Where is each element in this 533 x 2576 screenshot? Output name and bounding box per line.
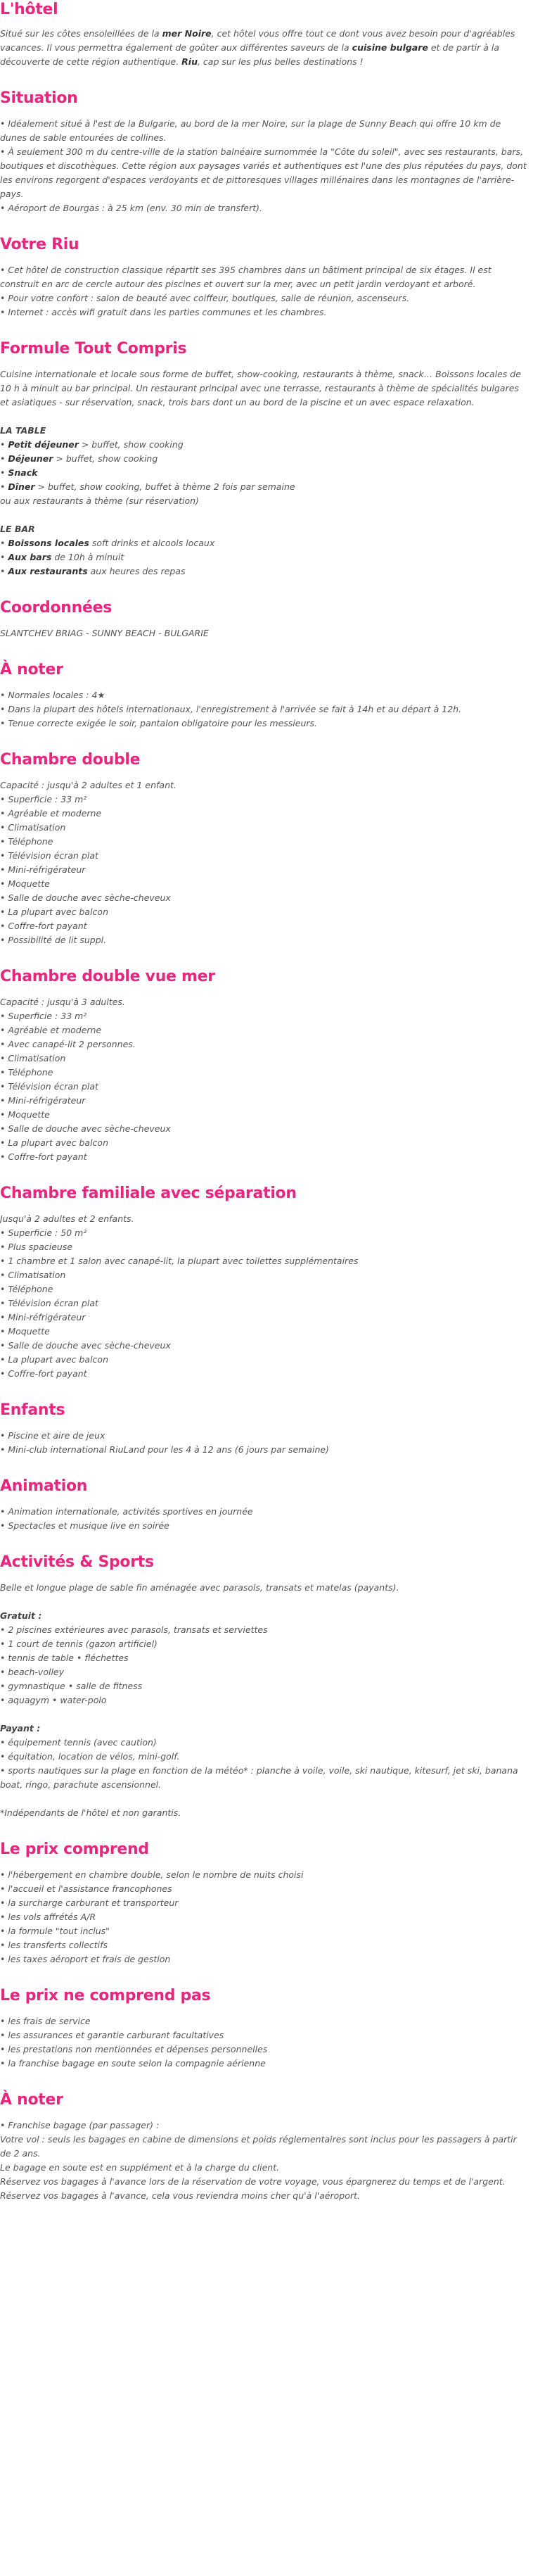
list-item: • La plupart avec balcon — [0, 907, 108, 917]
list-item: • Coffre-fort payant — [0, 1151, 87, 1162]
sports-note: *Indépendants de l'hôtel et non garantis. — [0, 1807, 181, 1818]
list-item: • Télévision écran plat — [0, 1081, 98, 1092]
list-item: • Plus spacieuse — [0, 1242, 73, 1252]
gratuit-label: Gratuit : — [0, 1610, 42, 1621]
list-item: • l'accueil et l'assistance francophones — [0, 1883, 172, 1894]
list-item: • Superficie : 50 m² — [0, 1227, 87, 1238]
hotel-description: Situé sur les côtes ensoleillées de la mer Noire, cet hôtel vous offre tout ce dont vous avez besoin pour d'agréables vacances. Il vous permettra également de goûter aux différentes saveurs de la cuisine bulgare et de partir à la découverte de cette région authentique. Riu, cap sur les plus belles destinations ! — [0, 28, 515, 67]
list-item: • équitation, location de vélos, mini-golf. — [0, 1751, 180, 1762]
list-item: Réservez vos bagages à l'avance lors de la réservation de votre voyage, vous épargnerez du temps et de l'argent. — [0, 2176, 506, 2187]
list-item: • Snack — [0, 467, 38, 478]
section-title-activites-sports: Activités & Sports — [0, 1553, 154, 1571]
list-item: • Climatisation — [0, 822, 66, 833]
section-title-prix-ne-comprend-pas: Le prix ne comprend pas — [0, 1987, 211, 2004]
section-enfants — [0, 1401, 529, 1457]
list-item: • Agréable et moderne — [0, 1025, 102, 1035]
section-prix-ne-comprend-pas — [0, 1986, 529, 2071]
section-title-noter-bagages: À noter — [0, 2091, 63, 2109]
list-item: • Coffre-fort payant — [0, 1368, 87, 1379]
list-item: • Petit déjeuner > buffet, show cooking — [0, 439, 184, 450]
list-item: Capacité : jusqu'à 2 adultes et 1 enfant. — [0, 780, 176, 790]
section-title-hotel: L'hôtel — [0, 1, 58, 18]
section-chambre-double-vue-mer — [0, 967, 529, 1164]
list-item: • Moquette — [0, 878, 50, 889]
list-item: • Superficie : 33 m² — [0, 794, 87, 804]
list-item: • Superficie : 33 m² — [0, 1011, 87, 1021]
list-item: • Tenue correcte exigée le soir, pantalon obligatoire pour les messieurs. — [0, 718, 318, 728]
list-item: • Moquette — [0, 1326, 50, 1337]
list-item: • Internet : accès wifi gratuit dans les parties communes et les chambres. — [0, 307, 327, 317]
list-item: • Agréable et moderne — [0, 808, 102, 819]
list-item: • Mini-club international RiuLand pour les 4 à 12 ans (6 jours par semaine) — [0, 1444, 329, 1455]
list-item: • Téléphone — [0, 1067, 53, 1078]
list-item: • les frais de service — [0, 2016, 91, 2026]
list-item: • Cet hôtel de construction classique répartit ses 395 chambres dans un bâtiment principal de six étages. Il est construit en arc de cercle autour des piscines et ouvert sur la mer, avec un petit jardin verdoyant et arboré. — [0, 265, 492, 289]
list-item: • Pour votre confort : salon de beauté avec coiffeur, boutiques, salle de réunion, ascenseurs. — [0, 293, 410, 303]
list-item: • Possibilité de lit suppl. — [0, 935, 107, 945]
payant-label: Payant : — [0, 1723, 41, 1734]
section-activites-sports — [0, 1553, 529, 1820]
list-item: Capacité : jusqu'à 3 adultes. — [0, 997, 125, 1007]
sports-intro: Belle et longue plage de sable fin aménagée avec parasols, transats et matelas (payants). — [0, 1582, 399, 1593]
section-title-chambre-double: Chambre double — [0, 751, 141, 769]
list-item: • l'hébergement en chambre double, selon le nombre de nuits choisi — [0, 1869, 304, 1880]
list-item: • la formule "tout inclus" — [0, 1926, 110, 1936]
list-item: • Normales locales : 4★ — [0, 690, 105, 700]
list-item: Jusqu'à 2 adultes et 2 enfants. — [0, 1213, 134, 1224]
list-item: • Salle de douche avec sèche-cheveux — [0, 1123, 171, 1134]
list-item: ou aux restaurants à thème (sur réservation) — [0, 495, 199, 506]
list-item: • les prestations non mentionnées et dépenses personnelles — [0, 2044, 268, 2054]
section-riu — [0, 235, 529, 320]
list-item: • Aéroport de Bourgas : à 25 km (env. 30 min de transfert). — [0, 203, 262, 213]
list-item: • Animation internationale, activités sportives en journée — [0, 1506, 253, 1517]
list-item: • Climatisation — [0, 1270, 66, 1280]
list-item: • Climatisation — [0, 1053, 66, 1063]
list-item: • 1 chambre et 1 salon avec canapé-lit, la plupart avec toilettes supplémentaires — [0, 1256, 359, 1266]
list-item: • beach-volley — [0, 1667, 65, 1677]
section-coords — [0, 598, 529, 640]
section-title-chambre-double-vue-mer: Chambre double vue mer — [0, 968, 215, 985]
section-hotel — [0, 0, 529, 69]
list-item: • Moquette — [0, 1109, 50, 1120]
list-item: • équipement tennis (avec caution) — [0, 1737, 157, 1748]
list-item: • tennis de table • fléchettes — [0, 1653, 129, 1663]
section-title-coords: Coordonnées — [0, 599, 113, 617]
list-item: Réservez vos bagages à l'avance, cela vous reviendra moins cher qu'à l'aéroport. — [0, 2190, 360, 2201]
list-item: • Idéalement situé à l'est de la Bulgarie, au bord de la mer Noire, sur la plage de Sunny Beach qui offre 10 km de dunes de sable entourées de collines. — [0, 118, 501, 143]
list-item: • Dîner > buffet, show cooking, buffet à thème 2 fois par semaine — [0, 481, 295, 492]
list-item: • Déjeuner > buffet, show cooking — [0, 453, 158, 464]
list-item: • Salle de douche avec sèche-cheveux — [0, 1340, 171, 1351]
section-title-formule: Formule Tout Compris — [0, 340, 187, 358]
list-item: • Aux bars de 10h à minuit — [0, 552, 124, 562]
list-item: • Piscine et aire de jeux — [0, 1430, 105, 1441]
list-item: • sports nautiques sur la plage en fonction de la météo* : planche à voile, voile, ski nautique, kitesurf, jet ski, banana boat, ringo, parachute ascensionnel. — [0, 1765, 518, 1790]
list-item: • aquagym • water-polo — [0, 1695, 107, 1705]
list-item: • Mini-réfrigérateur — [0, 864, 86, 875]
section-title-noter: À noter — [0, 661, 63, 678]
bar-label: LE BAR — [0, 524, 35, 534]
formule-intro: Cuisine internationale et locale sous forme de buffet, show-cooking, restaurants à thème, snack… Boissons locales de 10 h à minuit au bar principal. Un restaurant principal avec une terrasse, restaurants à thème de spécialités bulgares et asiatiques - sur réservation, snack, trois bars dont un au bord de la piscine et un avec espace relaxation. — [0, 369, 521, 408]
section-chambre-double — [0, 750, 529, 947]
section-title-enfants: Enfants — [0, 1401, 65, 1419]
list-item: • Franchise bagage (par passager) : — [0, 2120, 160, 2130]
section-animation — [0, 1477, 529, 1533]
section-chambre-familiale — [0, 1184, 529, 1381]
section-situation — [0, 89, 529, 215]
list-item: • La plupart avec balcon — [0, 1354, 108, 1365]
list-item: • La plupart avec balcon — [0, 1137, 108, 1148]
list-item: • Spectacles et musique live en soirée — [0, 1520, 169, 1531]
list-item: • les transferts collectifs — [0, 1940, 108, 1950]
section-title-situation: Situation — [0, 89, 78, 107]
list-item: • les taxes aéroport et frais de gestion — [0, 1954, 171, 1964]
list-item: Votre vol : seuls les bagages en cabine de dimensions et poids réglementaires sont inclus pour les passagers à partir de 2 ans. — [0, 2134, 517, 2159]
list-item: • 1 court de tennis (gazon artificiel) — [0, 1639, 158, 1649]
list-item: • Mini-réfrigérateur — [0, 1095, 86, 1106]
section-title-chambre-familiale: Chambre familiale avec séparation — [0, 1185, 297, 1202]
list-item: • Dans la plupart des hôtels internationaux, l'enregistrement à l'arrivée se fait à 14h et au départ à 12h. — [0, 704, 462, 714]
list-item: • Téléphone — [0, 836, 53, 847]
section-noter-bagages — [0, 2090, 529, 2203]
list-item: • Mini-réfrigérateur — [0, 1312, 86, 1322]
section-title-animation: Animation — [0, 1477, 88, 1495]
list-item: • Coffre-fort payant — [0, 921, 87, 931]
list-item: • Avec canapé-lit 2 personnes. — [0, 1039, 136, 1049]
list-item: • la surcharge carburant et transporteur — [0, 1898, 179, 1908]
list-item: • les assurances et garantie carburant facultatives — [0, 2030, 224, 2040]
list-item: Le bagage en soute est en supplément et à la charge du client. — [0, 2162, 280, 2173]
list-item: • Télévision écran plat — [0, 850, 98, 861]
list-item: • Salle de douche avec sèche-cheveux — [0, 892, 171, 903]
list-item: • Boissons locales soft drinks et alcools locaux — [0, 538, 215, 548]
section-title-prix-comprend: Le prix comprend — [0, 1841, 149, 1858]
list-item: • À seulement 300 m du centre-ville de la station balnéaire surnommée la "Côte du soleil", avec ses restaurants, bars, boutiques et discothèques. Cette région aux paysages variés et authentiques est l'une des plus réputées du pays, dont les environs regorgent d'espaces verdoyants et de pittoresques villages millénaires dans les montagnes de l'arrière-pays. — [0, 146, 527, 199]
list-item: • gymnastique • salle de fitness — [0, 1681, 143, 1691]
list-item: • Télévision écran plat — [0, 1298, 98, 1308]
section-prix-comprend — [0, 1840, 529, 1966]
table-label: LA TABLE — [0, 425, 46, 436]
list-item: • la franchise bagage en soute selon la compagnie aérienne — [0, 2058, 266, 2069]
list-item: • Aux restaurants aux heures des repas — [0, 566, 186, 576]
list-item: • les vols affrétés A/R — [0, 1912, 96, 1922]
section-noter — [0, 660, 529, 731]
section-formule — [0, 339, 529, 579]
list-item: • Téléphone — [0, 1284, 53, 1294]
address: SLANTCHEV BRIAG - SUNNY BEACH - BULGARIE — [0, 628, 209, 638]
section-title-riu: Votre Riu — [0, 236, 79, 253]
list-item: • 2 piscines extérieures avec parasols, transats et serviettes — [0, 1624, 268, 1635]
